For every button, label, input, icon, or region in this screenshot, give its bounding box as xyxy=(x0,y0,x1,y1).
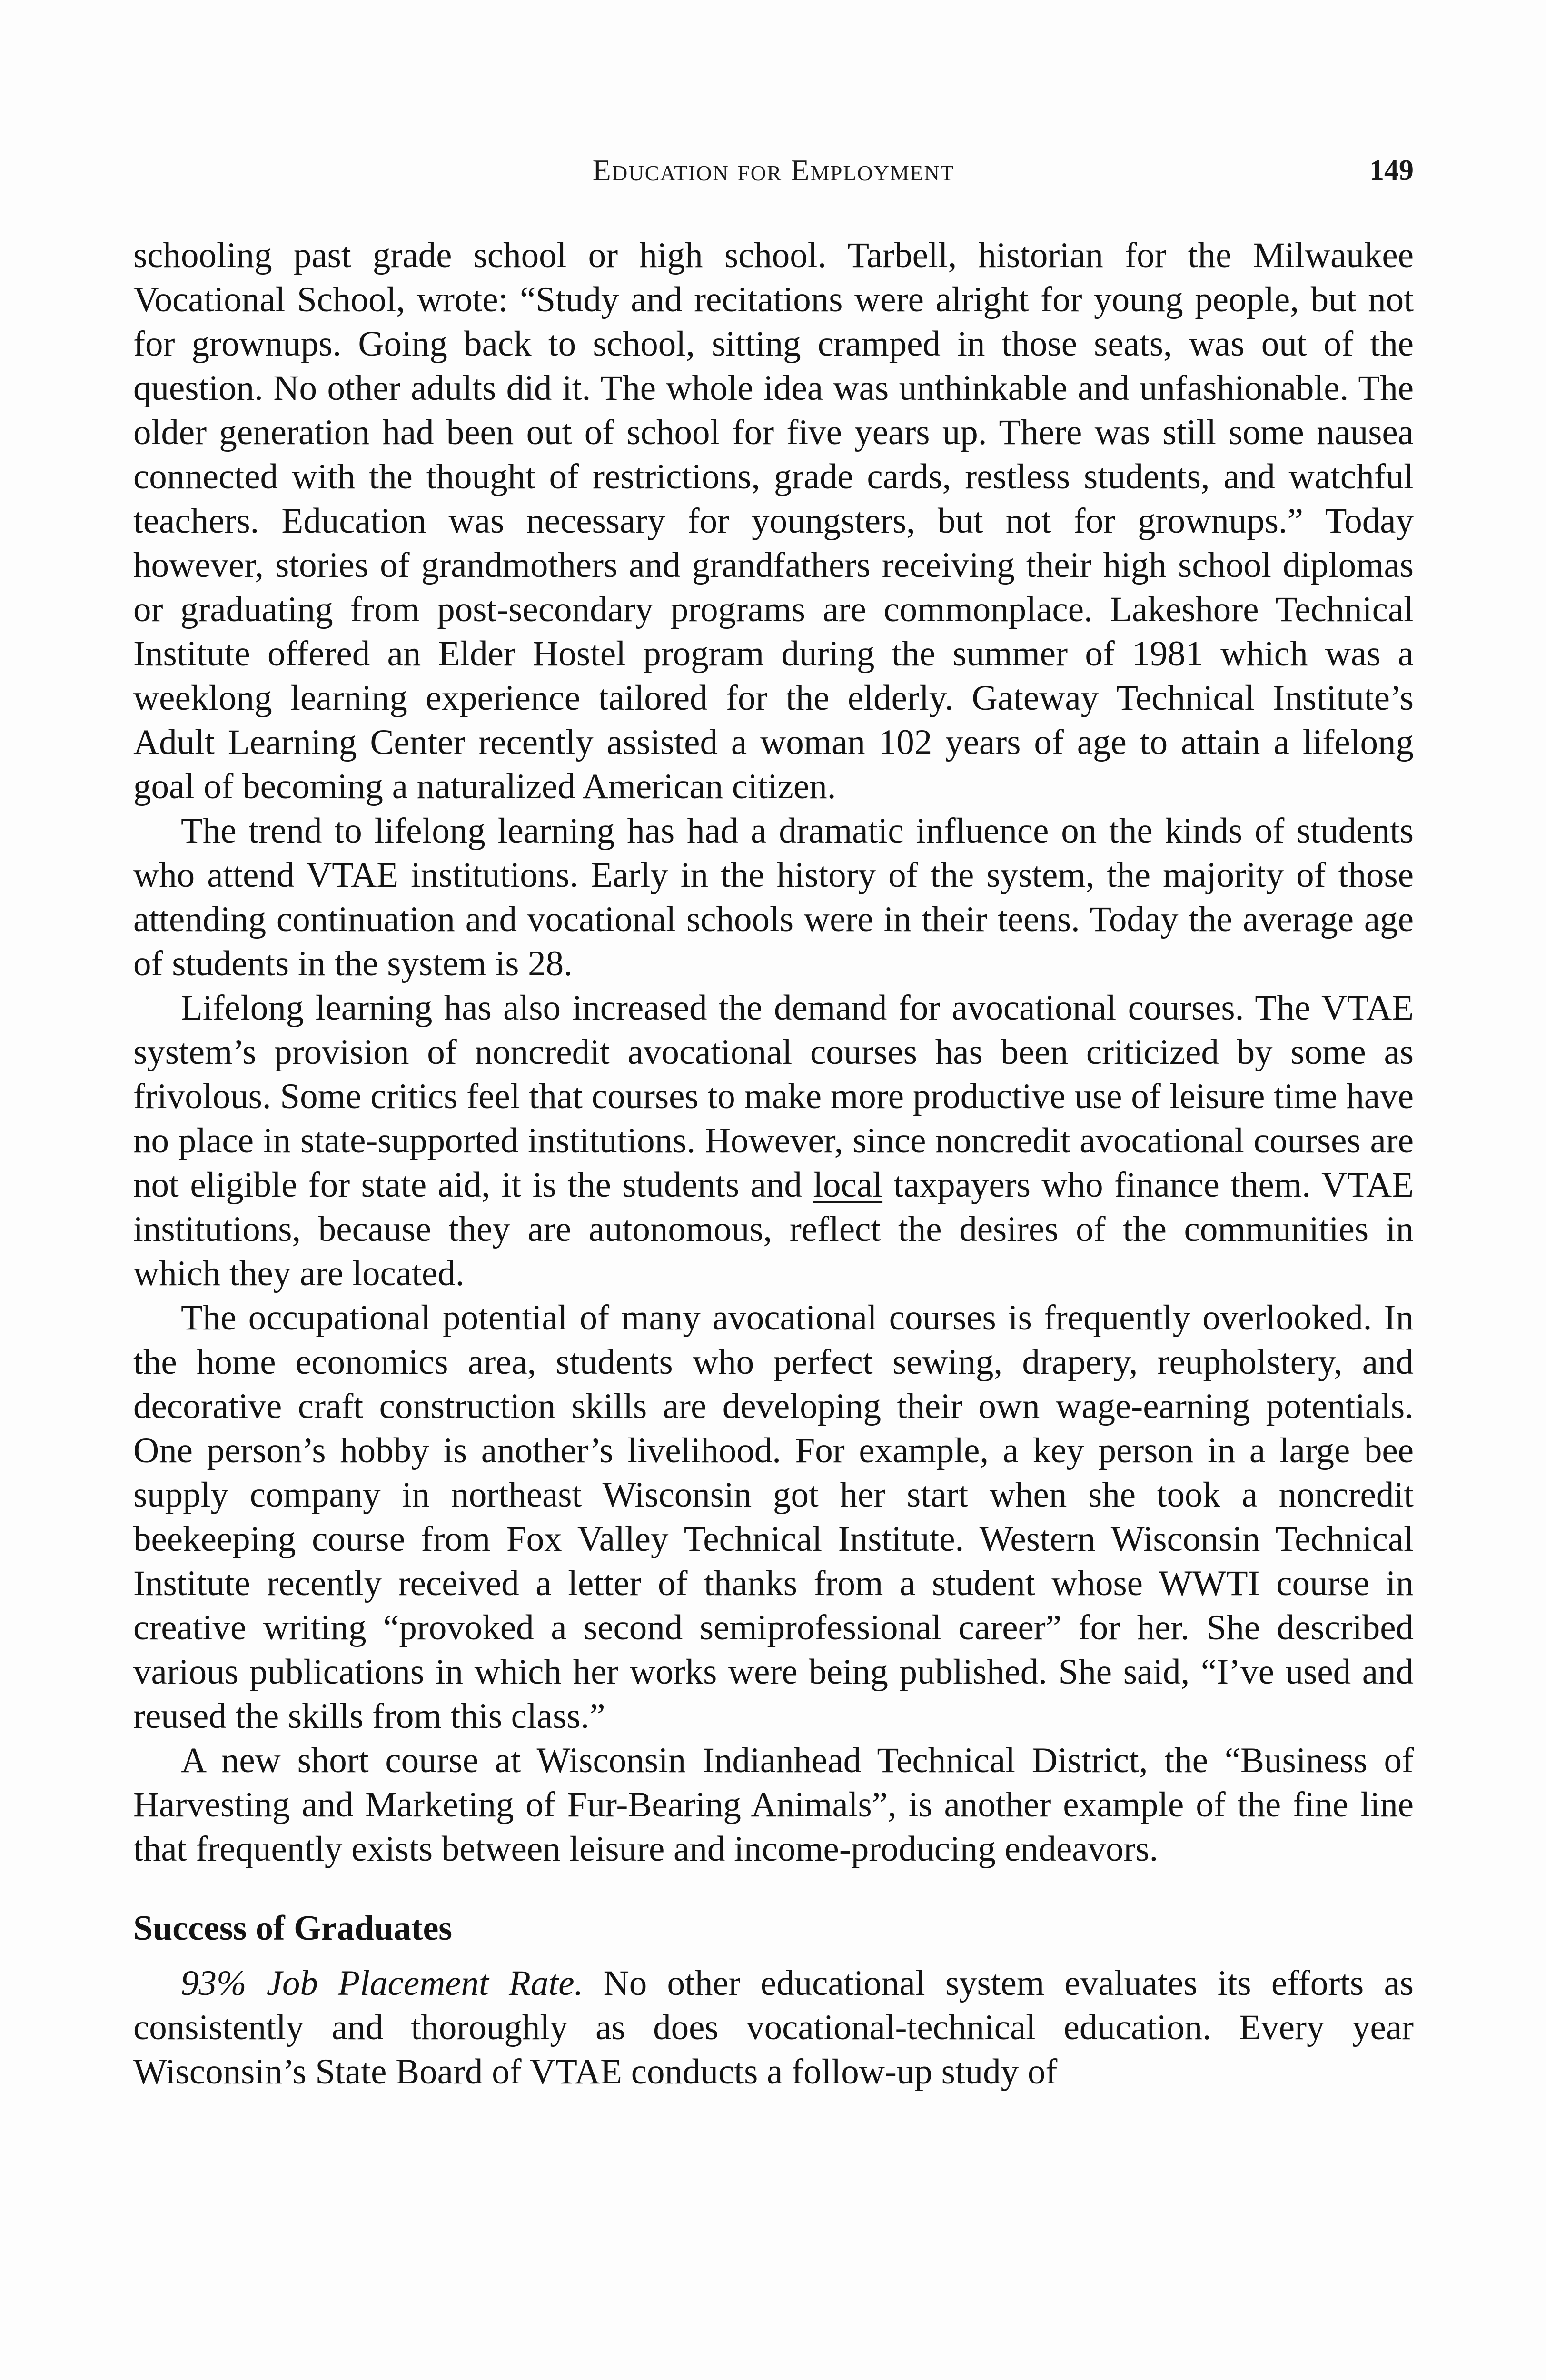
job-placement-text: No other educational system evaluates its efforts as consistently and thoroughly as does vocational-technical education. Every year Wisconsin’s State Board of VTAE conducts a follow-up study of xyxy=(133,1964,1414,2092)
paragraph-avocational-text-after: taxpayers who finance them. VTAE institutions, because they are autonomous, reflect the desires of the communities in which they are located. xyxy=(133,1165,1414,1293)
paragraph-avocational-text-before: Lifelong learning has also increased the demand for avocational courses. The VTAE system’s provision of noncredit avocational courses has been criticized by some as frivolous. Some critics feel that courses to make more productive use of leisure time have no place in state-supported institutions. However, since noncredit avocational courses are not eligible for state aid, it is the students and xyxy=(133,988,1414,1205)
page-number: 149 xyxy=(1369,154,1414,187)
paragraph-avocational-demand xyxy=(133,986,1414,1296)
paragraph-job-placement xyxy=(133,1961,1414,2094)
job-placement-lead: 93% Job Placement Rate. xyxy=(181,1964,584,2003)
running-title: Education for Employment xyxy=(592,153,955,187)
section-heading: Success of Graduates xyxy=(133,1909,453,1948)
paragraph-occupational-potential: The occupational potential of many avocational courses is frequently overlooked. In the home economics area, students who perfect sewing, drapery, reupholstery, and decorative craft construction skills are developing their own wage-earning potentials. One person’s hobby is another’s livelihood. For example, a key person in a large bee supply company in northeast Wisconsin got her start when she took a noncredit beekeeping course from Fox Valley Technical Institute. Western Wisconsin Technical Institute recently received a letter of thanks from a student whose WWTI course in creative writing “provoked a second semiprofessional career” for her. She described various publications in which her works were being published. She said, “I’ve used and reused the skills from this class.” xyxy=(133,1298,1414,1736)
body-text xyxy=(133,233,1414,2094)
underlined-word-local: local xyxy=(813,1165,883,1205)
paragraph-lifelong-learning-trend: The trend to lifelong learning has had a dramatic influence on the kinds of students who attend VTAE institutions. Early in the history of the system, the majority of those attending continuation and vocational schools were in their teens. Today the average age of students in the system is 28. xyxy=(133,811,1414,983)
running-head xyxy=(133,151,1414,189)
paragraph-continuation: schooling past grade school or high school. Tarbell, historian for the Milwaukee Vocational School, wrote: “Study and recitations were alright for young people, but not for grownups. Going back to school, sitting cramped in those seats, was out of the question. No other adults did it. The whole idea was unthinkable and unfashionable. The older generation had been out of school for five years up. There was still some nausea connected with the thought of restrictions, grade cards, restless students, and watchful teachers. Education was necessary for youngsters, but not for grownups.” Today however, stories of grandmothers and grandfathers receiving their high school diplomas or graduating from post-secondary programs are commonplace. Lakeshore Technical Institute offered an Elder Hostel program during the summer of 1981 which was a weeklong learning experience tailored for the elderly. Gateway Technical Institute’s Adult Learning Center recently assisted a woman 102 years of age to attain a lifelong goal of becoming a naturalized American citizen. xyxy=(133,236,1414,806)
paragraph-fur-bearing-course: A new short course at Wisconsin Indianhead Technical District, the “Business of Harvesting and Marketing of Fur-Bearing Animals”, is another example of the fine line that frequently exists between leisure and income-producing endeavors. xyxy=(133,1741,1414,1869)
